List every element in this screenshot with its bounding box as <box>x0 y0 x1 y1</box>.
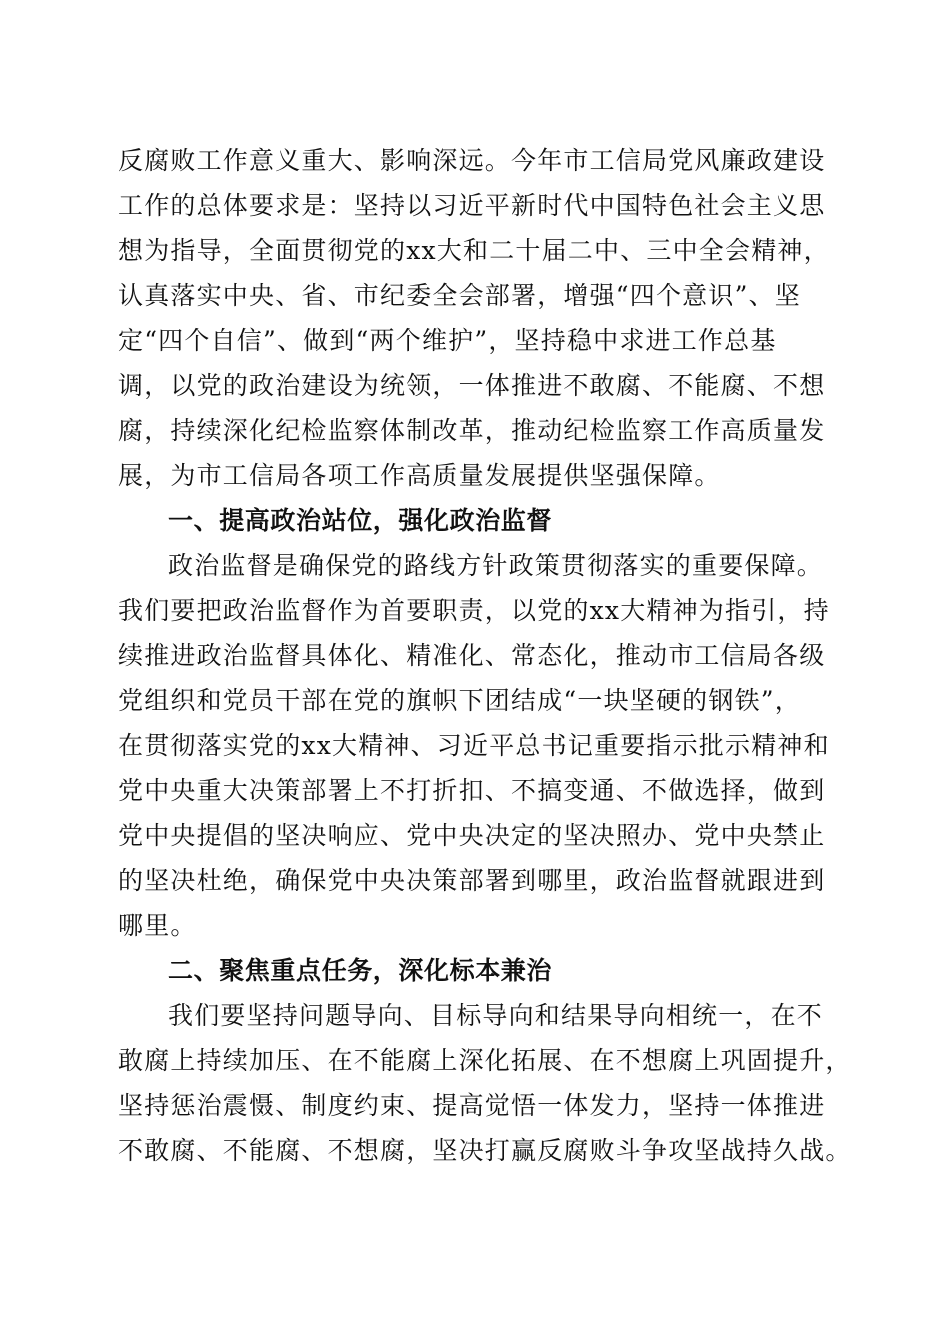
paragraph-line: 反腐败工作意义重大、影响深远。今年市工信局党风廉政建设 <box>118 146 826 175</box>
paragraph-line: 调，以党的政治建设为统领，一体推进不敢腐、不能腐、不想 <box>118 371 826 400</box>
paragraph-line: 敢腐上持续加压、在不能腐上深化拓展、在不想腐上巩固提升， <box>118 1046 852 1075</box>
paragraph-line: 我们要坚持问题导向、目标导向和结果导向相统一，在不 <box>168 1001 824 1030</box>
paragraph-line: 认真落实中央、省、市纪委全会部署，增强“四个意识”、坚 <box>118 281 801 310</box>
paragraph-line: 腐，持续深化纪检监察体制改革，推动纪检监察工作高质量发 <box>118 416 826 445</box>
paragraph-line: 政治监督是确保党的路线方针政策贯彻落实的重要保障。 <box>168 551 824 580</box>
paragraph-line: 工作的总体要求是：坚持以习近平新时代中国特色社会主义思 <box>118 191 826 220</box>
paragraph-line: 党中央提倡的坚决响应、党中央决定的坚决照办、党中央禁止 <box>118 821 826 850</box>
section-heading-2: 二、聚焦重点任务，深化标本兼治 <box>168 956 553 985</box>
paragraph-line: 的坚决杜绝，确保党中央决策部署到哪里，政治监督就跟进到 <box>118 866 826 895</box>
paragraph-line: 坚持惩治震慑、制度约束、提高觉悟一体发力，坚持一体推进 <box>118 1091 826 1120</box>
section-heading-1: 一、提高政治站位，强化政治监督 <box>168 506 553 535</box>
paragraph-line: 在贯彻落实党的xx大精神、习近平总书记重要指示批示精神和 <box>118 731 830 760</box>
paragraph-line: 续推进政治监督具体化、精准化、常态化，推动市工信局各级 <box>118 641 826 670</box>
paragraph-line: 哪里。 <box>118 911 197 940</box>
paragraph-line: 我们要把政治监督作为首要职责，以党的xx大精神为指引，持 <box>118 596 830 625</box>
paragraph-line: 不敢腐、不能腐、不想腐，坚决打赢反腐败斗争攻坚战持久战。 <box>118 1136 852 1165</box>
paragraph-line: 定“四个自信”、做到“两个维护”，坚持稳中求进工作总基 <box>118 326 777 355</box>
paragraph-line: 想为指导，全面贯彻党的xx大和二十届二中、三中全会精神， <box>118 236 830 265</box>
paragraph-line: 党中央重大决策部署上不打折扣、不搞变通、不做选择，做到 <box>118 776 826 805</box>
paragraph-line: 党组织和党员干部在党的旗帜下团结成“一块坚硬的钢铁”， <box>118 686 801 715</box>
paragraph-line: 展，为市工信局各项工作高质量发展提供坚强保障。 <box>118 461 721 490</box>
